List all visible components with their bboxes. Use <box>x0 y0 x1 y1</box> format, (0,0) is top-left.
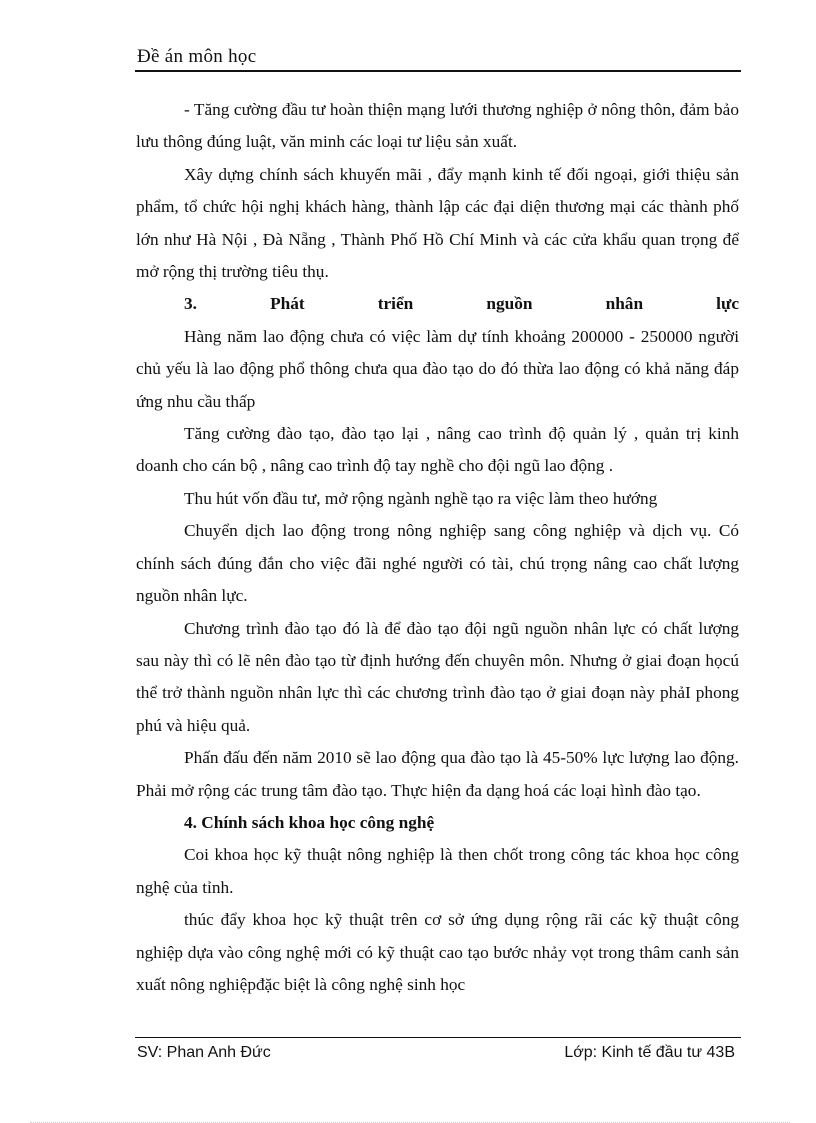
paragraph: - Tăng cường đầu tư hoàn thiện mạng lưới thương nghiệp ở nông thôn, đảm bảo lưu thông đúng luật, văn minh các loại tư liệu sản xuất. <box>136 100 739 152</box>
paragraph: thúc đẩy khoa học kỹ thuật trên cơ sở ứng dụng rộng rãi các kỹ thuật công nghiệp dựa vào công nghệ mới có kỹ thuật cao tạo bước nhảy vọt trong thâm canh sản xuất nông nghiệpđặc biệt là công nghệ sinh học <box>136 910 739 994</box>
section-heading-3: 3. Phát triển nguồn nhân lực <box>184 294 739 314</box>
footer-student: SV: Phan Anh Đức <box>137 1044 271 1061</box>
document-body <box>136 94 739 1001</box>
paragraph: Phấn đấu đến năm 2010 sẽ lao động qua đào tạo là 45-50% lực lượng lao động. Phải mở rộng các trung tâm đào tạo. Thực hiện đa dạng hoá các loại hình đào tạo. <box>136 748 739 800</box>
paragraph: Chuyển dịch lao động trong nông nghiệp sang công nghiệp và dịch vụ. Có chính sách đúng đắn cho việc đãi nghé người có tài, chú trọng nâng cao chất lượng nguồn nhân lực. <box>136 521 739 606</box>
paragraph: Chương trình đào tạo đó là để đào tạo đội ngũ nguồn nhân lực có chất lượng sau này thì có lẽ nên đào tạo từ định hướng đến chuyên môn. Nhưng ở giai đoạn họcú thể trở thành nguồn nhân lực thì các chương trình đào tạo ở giai đoạn này phảI phong phú và hiệu quả. <box>136 618 739 735</box>
footer-class: Lớp: Kinh tế đầu tư 43B <box>564 1044 735 1061</box>
section-heading-4: 4. Chính sách khoa học công nghệ <box>184 812 435 832</box>
paragraph: Tăng cường đào tạo, đào tạo lại , nâng cao trình độ quản lý , quản trị kinh doanh cho cán bộ , nâng cao trình độ tay nghề cho đội ngũ lao động . <box>136 424 739 476</box>
footer-rule <box>135 1037 741 1038</box>
paragraph: Thu hút vốn đầu tư, mở rộng ngành nghề tạo ra việc làm theo hướng <box>184 488 658 508</box>
header-rule <box>135 70 741 72</box>
page-header-title: Đề án môn học <box>137 46 257 67</box>
paragraph: Xây dựng chính sách khuyến mãi , đẩy mạnh kinh tế đối ngoại, giới thiệu sản phẩm, tổ chức hội nghị khách hàng, thành lập các đại diện thương mại các thành phố lớn như Hà Nội , Đà Nẵng , Thành Phố Hồ Chí Minh và các cửa khẩu quan trọng để mở rộng thị trường tiêu thụ. <box>136 164 739 282</box>
paragraph: Hàng năm lao động chưa có việc làm dự tính khoảng 200000 - 250000 người chủ yếu là lao động phổ thông chưa qua đào tạo do đó thừa lao động có khả năng đáp ứng nhu cầu thấp <box>136 326 739 411</box>
paragraph: Coi khoa học kỹ thuật nông nghiệp là then chốt trong công tác khoa học công nghệ của tỉnh. <box>136 845 739 897</box>
